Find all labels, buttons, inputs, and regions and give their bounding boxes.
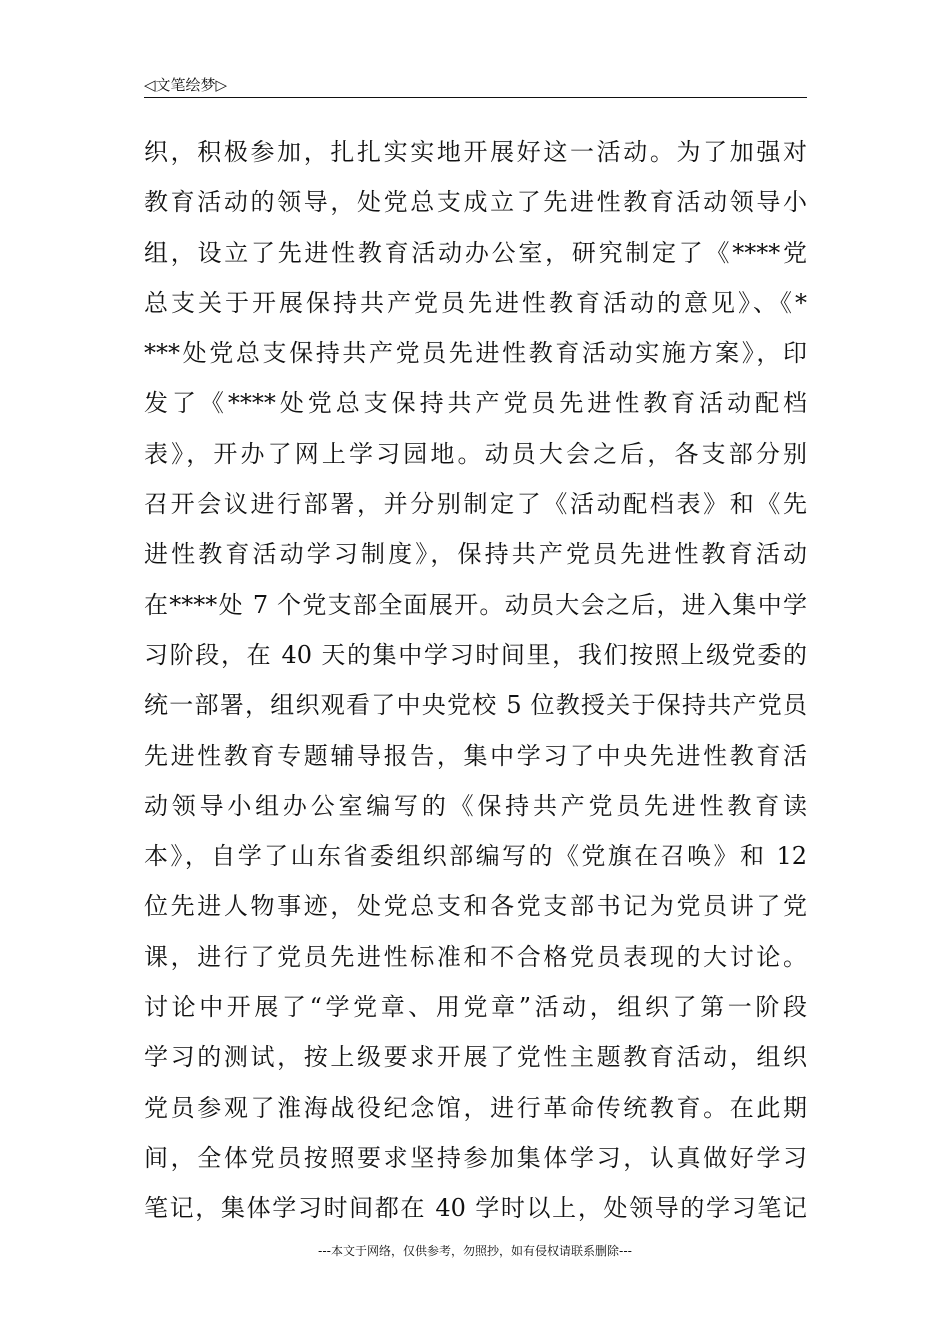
header-divider [144, 97, 807, 98]
text-line: 习阶段，在 40 天的集中学习时间里，我们按照上级党委的 [144, 640, 807, 669]
text-line: 召开会议进行部署，并分别制定了《活动配档表》和《先 [144, 490, 807, 519]
text-line: 发了《****处党总支保持共产党员先进性教育活动配档 [144, 389, 807, 418]
page-footer: ---本文于网络，仅供参考，勿照抄，如有侵权请联系删除--- [318, 1244, 632, 1258]
text-line: 讨论中开展了“学党章、用党章”活动，组织了第一阶段 [144, 993, 807, 1022]
text-line: 动领导小组办公室编写的《保持共产党员先进性教育读 [144, 791, 807, 820]
text-line: 党员参观了淮海战役纪念馆，进行革命传统教育。在此期 [144, 1093, 807, 1122]
document-body [144, 127, 807, 1234]
text-line: 学习的测试，按上级要求开展了党性主题教育活动，组织 [144, 1043, 807, 1072]
text-line: ***处党总支保持共产党员先进性教育活动实施方案》，印 [144, 339, 807, 368]
text-line: 进性教育活动学习制度》，保持共产党员先进性教育活动 [144, 540, 807, 569]
text-line: 在****处 7 个党支部全面展开。动员大会之后，进入集中学 [144, 590, 807, 619]
page-header [144, 74, 807, 98]
text-line: 笔记，集体学习时间都在 40 学时以上，处领导的学习笔记 [144, 1194, 807, 1223]
text-line: 总支关于开展保持共产党员先进性教育活动的意见》、《* [144, 288, 807, 317]
text-line: 统一部署，组织观看了中央党校 5 位教授关于保持共产党员 [144, 691, 807, 720]
text-line: 课，进行了党员先进性标准和不合格党员表现的大讨论。 [144, 942, 807, 971]
text-line: 织，积极参加，扎扎实实地开展好这一活动。为了加强对 [144, 138, 807, 166]
text-line: 表》，开办了网上学习园地。动员大会之后，各支部分别 [144, 439, 807, 468]
text-line: 本》，自学了山东省委组织部编写的《党旗在召唤》和 12 [144, 842, 807, 871]
header-title: ◁文笔绘梦▷ [144, 76, 228, 94]
text-line: 先进性教育专题辅导报告，集中学习了中央先进性教育活 [144, 741, 807, 770]
text-line: 组，设立了先进性教育活动办公室，研究制定了《****党 [144, 238, 807, 267]
text-line: 间，全体党员按照要求坚持参加集体学习，认真做好学习 [144, 1143, 807, 1172]
text-line: 位先进人物事迹，处党总支和各党支部书记为党员讲了党 [144, 892, 807, 921]
text-line: 教育活动的领导，处党总支成立了先进性教育活动领导小 [144, 188, 807, 217]
